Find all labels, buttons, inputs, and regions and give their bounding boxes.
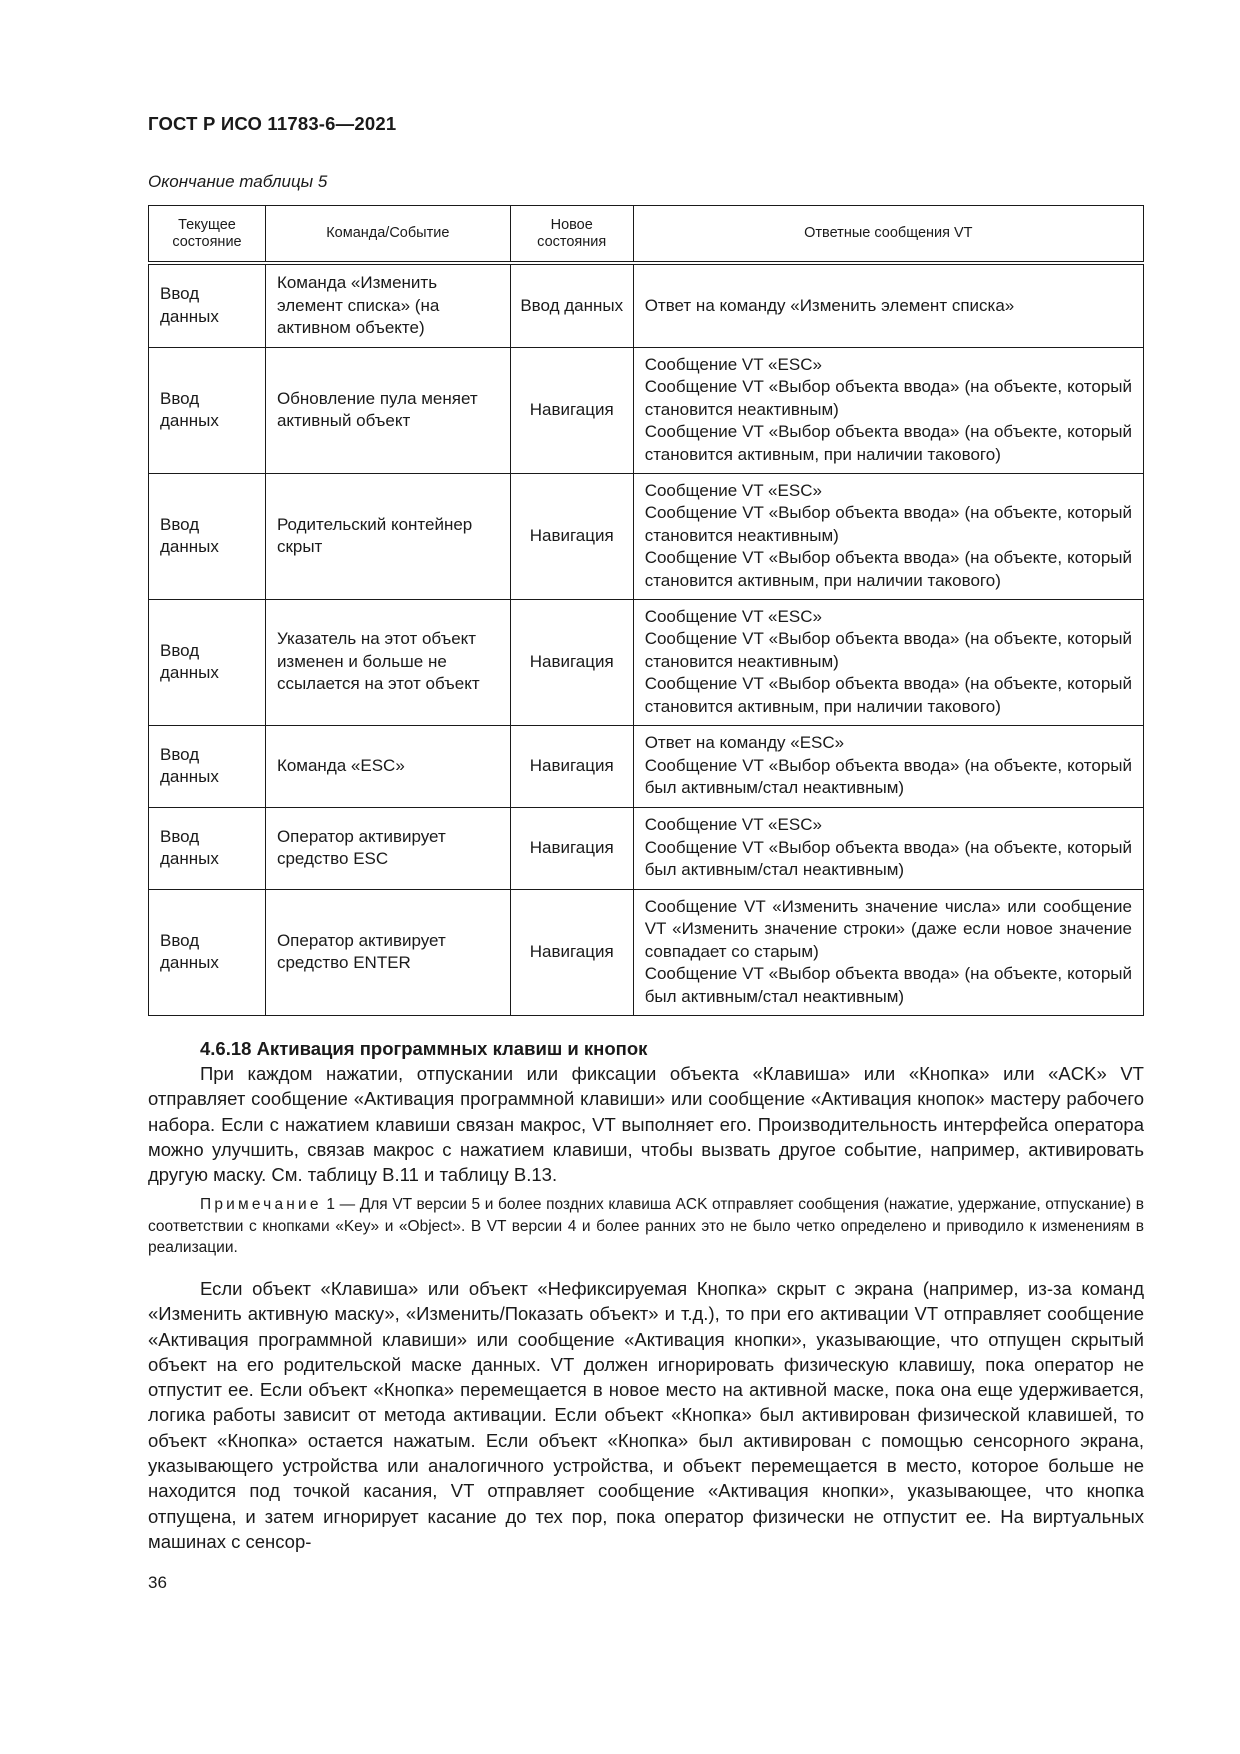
current-state-cell: Ввод данных (149, 347, 266, 473)
response-line: Сообщение VT «Изменить значение числа» или сообщение VT «Изменить значение строки» (даже если новое значение совпадает со старым) (644, 896, 1132, 961)
response-line: Ответ на команду «Изменить элемент списка» (644, 295, 1015, 315)
response-line: Сообщение VT «Выбор объекта ввода» (на объекте, который становится активным, при наличии такового) (644, 548, 1132, 590)
document-header: ГОСТ Р ИСО 11783-6—2021 (148, 113, 397, 134)
column-header: Ответные сообщения VT (633, 206, 1143, 264)
paragraph: При каждом нажатии, отпускании или фиксации объекта «Клавиша» или «Кнопка» или «ACK» VT отправляет сообщение «Активация программной клавиши» или сообщение «Активация кнопок» мастеру рабочего набора. Если с нажатием клавиши связан макрос, VT выполняет его. Производительность интерфейса оператора можно улучшить, связав макрос с нажатием клавиши, чтобы вызвать другое событие, например, активировать другую маску. См. таблицу В.11 и таблицу В.13. (148, 1063, 1144, 1186)
page-number: 36 (148, 1573, 167, 1592)
event-cell: Указатель на этот объект изменен и больше не ссылается на этот объект (265, 599, 510, 725)
response-line: Сообщение VT «Выбор объекта ввода» (на объекте, который становится неактивным) (644, 503, 1132, 545)
table-row (149, 263, 1144, 347)
new-state-cell: Навигация (510, 807, 633, 889)
event-cell: Оператор активирует средство ENTER (265, 889, 510, 1015)
new-state-cell: Ввод данных (510, 263, 633, 347)
response-line: Сообщение VT «ESC» (644, 480, 822, 500)
current-state-cell: Ввод данных (149, 807, 266, 889)
table-row (149, 347, 1144, 473)
column-header: Текущее состояние (149, 206, 266, 264)
section-title: 4.6.18 Активация программных клавиш и кнопок (200, 1038, 648, 1059)
column-header: Команда/Событие (265, 206, 510, 264)
table-caption: Окончание таблицы 5 (148, 172, 328, 191)
table-row (149, 599, 1144, 725)
event-cell: Команда «Изменить элемент списка» (на активном объекте) (265, 263, 510, 347)
new-state-cell: Навигация (510, 599, 633, 725)
current-state-cell: Ввод данных (149, 725, 266, 807)
table-row (149, 473, 1144, 599)
response-line: Сообщение VT «ESC» (644, 815, 822, 835)
paragraph: Если объект «Клавиша» или объект «Нефиксируемая Кнопка» скрыт с экрана (например, из-за команд «Изменить активную маску», «Изменить/Показать объект» и т.д.), то при его активации VT отправляет сообщение «Активация программной клавиши» или сообщение «Активация кнопки», указывающие, что отпущен скрытый объект на его родительской маске данных. VT должен игнорировать физическую клавишу, пока оператор не отпустит ее. Если объект «Кнопка» перемещается в новое место на активной маске, пока она еще удерживается, логика работы зависит от метода активации. Если объект «Кнопка» был активирован физической клавишей, то объект «Кнопка» остается нажатым. Если объект «Кнопка» был активирован с помощью сенсорного экрана, указывающего устройства или аналогичного устройства, и объект перемещается в место, которое больше не находится под точкой касания, VT отправляет сообщение «Активация кнопки», указывающее, что кнопка отпущена, и затем игнорирует касание до тех пор, пока оператор физически не отпустит ее. На виртуальных машинах с сенсор- (148, 1278, 1144, 1552)
note-label: Примечание (200, 1196, 322, 1213)
response-line: Сообщение VT «Выбор объекта ввода» (на объекте, который был активным/стал неактивным) (644, 755, 1132, 798)
new-state-cell: Навигация (510, 889, 633, 1015)
response-line: Сообщение VT «Выбор объекта ввода» (на объекте, который становится неактивным) (644, 629, 1132, 671)
response-line: Сообщение VT «Выбор объекта ввода» (на объекте, который был активным/стал неактивным) (644, 964, 1132, 1006)
column-header: Новое состояния (510, 206, 633, 264)
table-row (149, 807, 1144, 889)
event-cell: Родительский контейнер скрыт (265, 473, 510, 599)
note-text: 1 — Для VT версии 5 и более поздних клавиша ACK отправляет сообщения (нажатие, удержание, отпускание) в соответствии с кнопками «Key» и «Object». В VT версии 4 и более ранних это не было четко определено и приводило к изменениям в реализации. (148, 1196, 1144, 1256)
section-4-6-18 (148, 1036, 1144, 1187)
responses-cell (633, 599, 1143, 725)
table-row (149, 725, 1144, 807)
note (148, 1194, 1144, 1259)
responses-cell (633, 889, 1143, 1015)
new-state-cell: Навигация (510, 725, 633, 807)
current-state-cell: Ввод данных (149, 263, 266, 347)
event-cell: Обновление пула меняет активный объект (265, 347, 510, 473)
responses-cell (633, 725, 1143, 807)
current-state-cell: Ввод данных (149, 473, 266, 599)
responses-cell (633, 263, 1143, 347)
response-line: Сообщение VT «Выбор объекта ввода» (на объекте, который становится активным, при наличии такового) (644, 674, 1132, 716)
response-line: Сообщение VT «Выбор объекта ввода» (на объекте, который становится неактивным) (644, 377, 1132, 419)
event-cell: Оператор активирует средство ESC (265, 807, 510, 889)
current-state-cell: Ввод данных (149, 889, 266, 1015)
response-line: Сообщение VT «ESC» (644, 606, 822, 626)
response-line: Ответ на команду «ESC» (644, 733, 845, 753)
current-state-cell: Ввод данных (149, 599, 266, 725)
responses-cell (633, 347, 1143, 473)
responses-cell (633, 807, 1143, 889)
state-transition-table (148, 205, 1144, 1016)
response-line: Сообщение VT «Выбор объекта ввода» (на объекте, который становится активным, при наличии такового) (644, 422, 1132, 464)
response-line: Сообщение VT «ESC» (644, 354, 822, 374)
event-cell: Команда «ESC» (265, 725, 510, 807)
response-line: Сообщение VT «Выбор объекта ввода» (на объекте, который был активным/стал неактивным) (644, 837, 1132, 880)
new-state-cell: Навигация (510, 347, 633, 473)
responses-cell (633, 473, 1143, 599)
table-row (149, 889, 1144, 1015)
new-state-cell: Навигация (510, 473, 633, 599)
table-header-row (149, 206, 1144, 264)
